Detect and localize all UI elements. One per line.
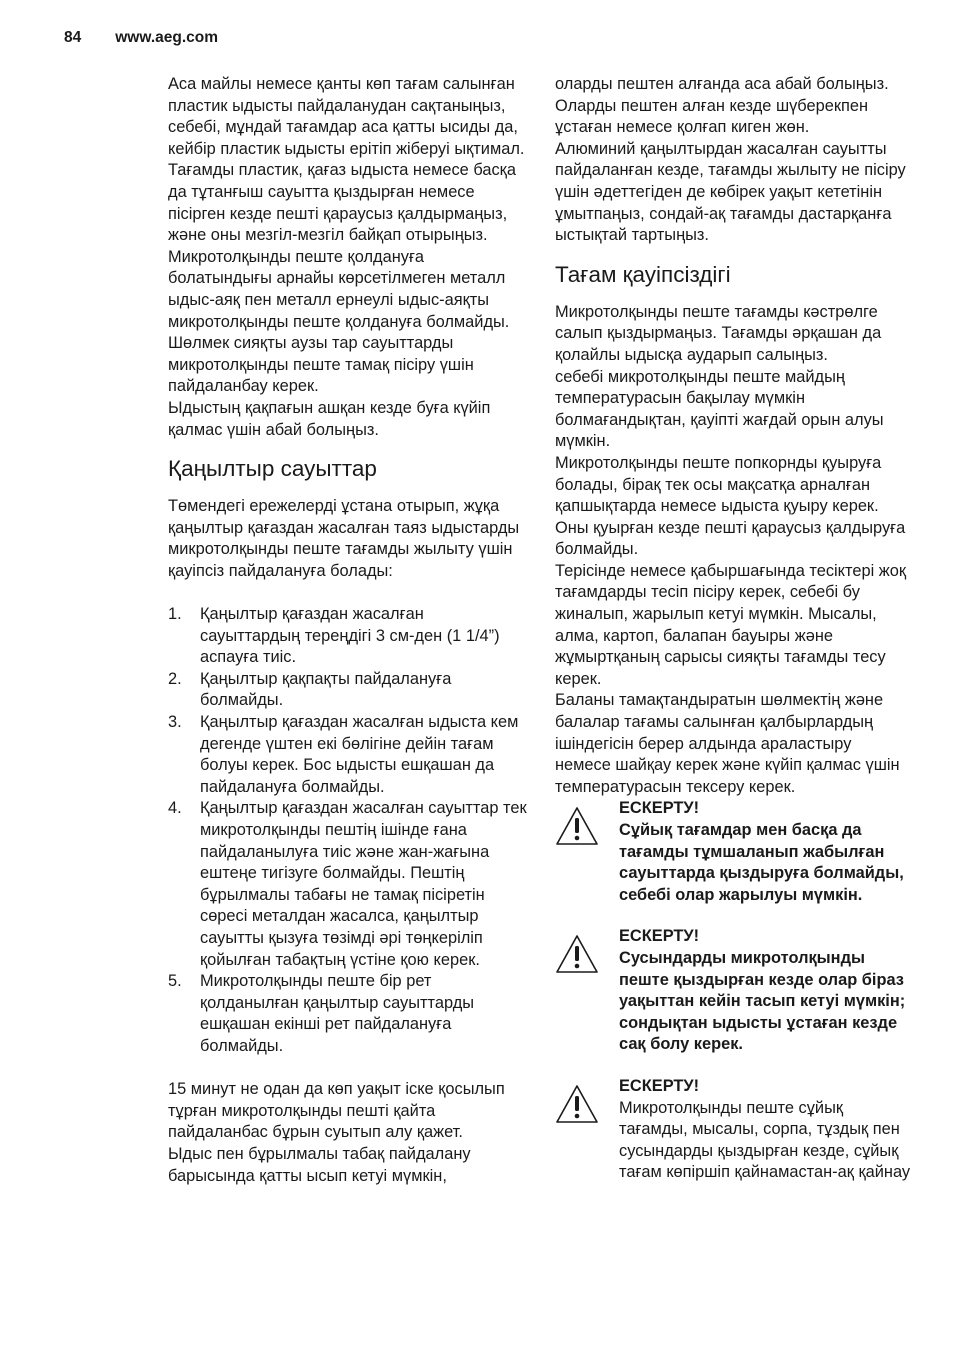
section-heading: Қаңылтыр сауыттар [168, 456, 377, 482]
list-item [168, 971, 528, 1057]
paragraph: оларды пештен алғанда аса абай болыңыз. Оларды пештен алған кезде шүберекпен ұстаған немесе қолғап киген жөн. [555, 75, 889, 137]
list-text: Қаңылтыр қағаздан жасалған сауыттардың тереңдігі 3 см-ден (1 1/4”) аспауға тиіс. [200, 605, 500, 667]
warning-title: ЕСКЕРТУ! [619, 927, 700, 946]
list-number: 1. [168, 605, 182, 624]
spacer [168, 582, 528, 604]
warning-text: Сұйық тағамдар мен басқа да тағамды тұмшаланып жабылған сауыттарда қыздыруға болмайды, себебі олар жарылуы мүмкін. [619, 821, 904, 904]
list-text: Қаңылтыр қағаздан жасалған ыдыста кем дегенде үштен екі бөлігіне дейін тағам болуы керек. Бос ыдысты ешқашан да пайдалануға болмайды. [200, 713, 519, 796]
list-number: 3. [168, 713, 182, 732]
list-number: 5. [168, 972, 182, 991]
paragraph: Баланы тамақтандыратын шөлмектің және балалар тағамы салынған қалбырлардың ішіндегісін берер алдында араластыру немесе шайқау керек және күйіп қалмас үшін температурасын тексеру керек. [555, 691, 900, 796]
list-item [168, 669, 528, 712]
warning-title: ЕСКЕРТУ! [619, 799, 700, 818]
paragraph: Төмендегі ережелерді ұстана отырып, жұқа қаңылтыр қағаздан жасалған таяз ыдыстарды микротолқынды пеште тағамды жылыту үшін қауіпсіз пайдалануға болады: [168, 497, 520, 580]
list-text: Қаңылтыр қағаздан жасалған сауыттар тек микротолқынды пештің ішінде ғана пайдаланылуға тиіс және жан-жағына ештеңе тигізуге болмайды. Пештің бұрылмалы табағы не тамақ пісіретін сөресі металдан жасалса, қаңылтыр сауытты қызуға төзімді әрі төңкеріліп қойылған табақтың үстіне қою керек. [200, 799, 527, 969]
paragraph: Микротолқынды пеште қолдануға болатындығы арнайы көрсетілмеген металл ыдыс-аяқ пен металл ернеулі ыдыс-аяқты микротолқынды пеште қолдануға болмайды. [168, 247, 510, 331]
right-column [555, 74, 911, 1184]
page-number: 84 [64, 29, 82, 46]
warning-block [555, 926, 911, 1056]
list-item [168, 604, 528, 669]
list-number: 2. [168, 669, 182, 688]
paragraph: себебі микротолқынды пеште майдың температурасын бақылау мүмкін болмағандықтан, қауіпті жағдай орын алуы мүмкін. [555, 367, 884, 451]
paragraph: Микротолқынды пеште тағамды кәстрөлге салып қыздырмаңыз. Тағамды әрқашан да қолайлы ыдысқа аударып салыңыз. [555, 302, 882, 364]
page-header [64, 29, 218, 47]
section-heading: Тағам қауіпсіздігі [555, 261, 731, 287]
paragraph: Ыдыстың қақпағын ашқан кезде буға күйіп қалмас үшін абай болыңыз. [168, 398, 491, 439]
list-text: Қаңылтыр қақпақты пайдалануға болмайды. [200, 669, 452, 710]
paragraph: Ыдыс пен бұрылмалы табақ пайдалану барысында қатты ысып кетуі мүмкін, [168, 1144, 471, 1185]
list-item [168, 798, 528, 971]
website-url: www.aeg.com [115, 29, 219, 46]
warning-block [555, 1076, 911, 1184]
warning-text: Сусындарды микротолқынды пеште қыздырған кезде олар біраз уақыттан кейін тасып кетуі мүмкін; сондықтан ыдысты ұстаған кезде сақ болу керек. [619, 948, 906, 1054]
list-item [168, 712, 528, 798]
warning-triangle-icon [555, 1076, 619, 1184]
paragraph: 15 минут не одан да көп уақыт іске қосылып тұрған микротолқынды пешті қайта пайдаланбас бұрын суытып алу қажет. [168, 1080, 505, 1142]
paragraph: Тағамды пластик, қағаз ыдыста немесе басқа да тұтанғыш сауытта қыздырған немесе пісірген кезде пешті қараусыз қалдырмаңыз, және оны мезгіл-мезгіл байқап отырыңыз. [168, 161, 516, 245]
paragraph: Алюминий қаңылтырдан жасалған сауытты пайдаланған кезде, тағамды жылыту не пісіру үшін әдеттегіден де көбірек уақыт кететінін ұмытпаңыз, сондай-ақ тағамды дастарқанға ыстықтай тартыңыз. [555, 139, 906, 245]
warning-triangle-icon [555, 926, 619, 1056]
list-text: Микротолқынды пеште бір рет қолданылған қаңылтыр сауыттарды ешқашан екінші рет пайдалануға болмайды. [200, 972, 475, 1055]
numbered-list [168, 604, 528, 1057]
left-column [168, 74, 528, 1187]
paragraph: Аса майлы немесе қанты көп тағам салынған пластик ыдысты пайдаланудан сақтаныңыз, себебі, мұндай тағамдар аса қатты ысиды да, кейбір пластик ыдысты ерітіп жіберуі ықтимал. [168, 75, 525, 158]
spacer [168, 1058, 528, 1080]
paragraph: Микротолқынды пеште попкорнды қуыруға болады, бірақ тек осы мақсатқа арналған қапшықтарда немесе ыдыста қуыру керек. Оны қуырған кезде пешті қараусыз қалдыруға болмайды. [555, 453, 906, 559]
warning-block [555, 798, 911, 906]
paragraph: Шөлмек сияқты аузы тар сауыттарды микротолқынды пеште тамақ пісіру үшін пайдаланбау керек. [168, 334, 474, 396]
warning-triangle-icon [555, 798, 619, 906]
list-number: 4. [168, 799, 182, 818]
warning-text: Микротолқынды пеште сұйық тағамды, мысалы, сорпа, тұздық пен сусындарды қыздырған кезде, сұйық тағам көпіршіп қайнамастан-ақ қайнау [619, 1098, 911, 1182]
warning-title: ЕСКЕРТУ! [619, 1076, 700, 1095]
paragraph: Терісінде немесе қабыршағында тесіктері жоқ тағамдарды тесіп пісіру керек, себебі бу жиналып, жарылып кетуі мүмкін. Мысалы, алма, картоп, балапан бауыры және жұмыртқаның сарысы сияқты тағамды тесу керек. [555, 561, 907, 688]
